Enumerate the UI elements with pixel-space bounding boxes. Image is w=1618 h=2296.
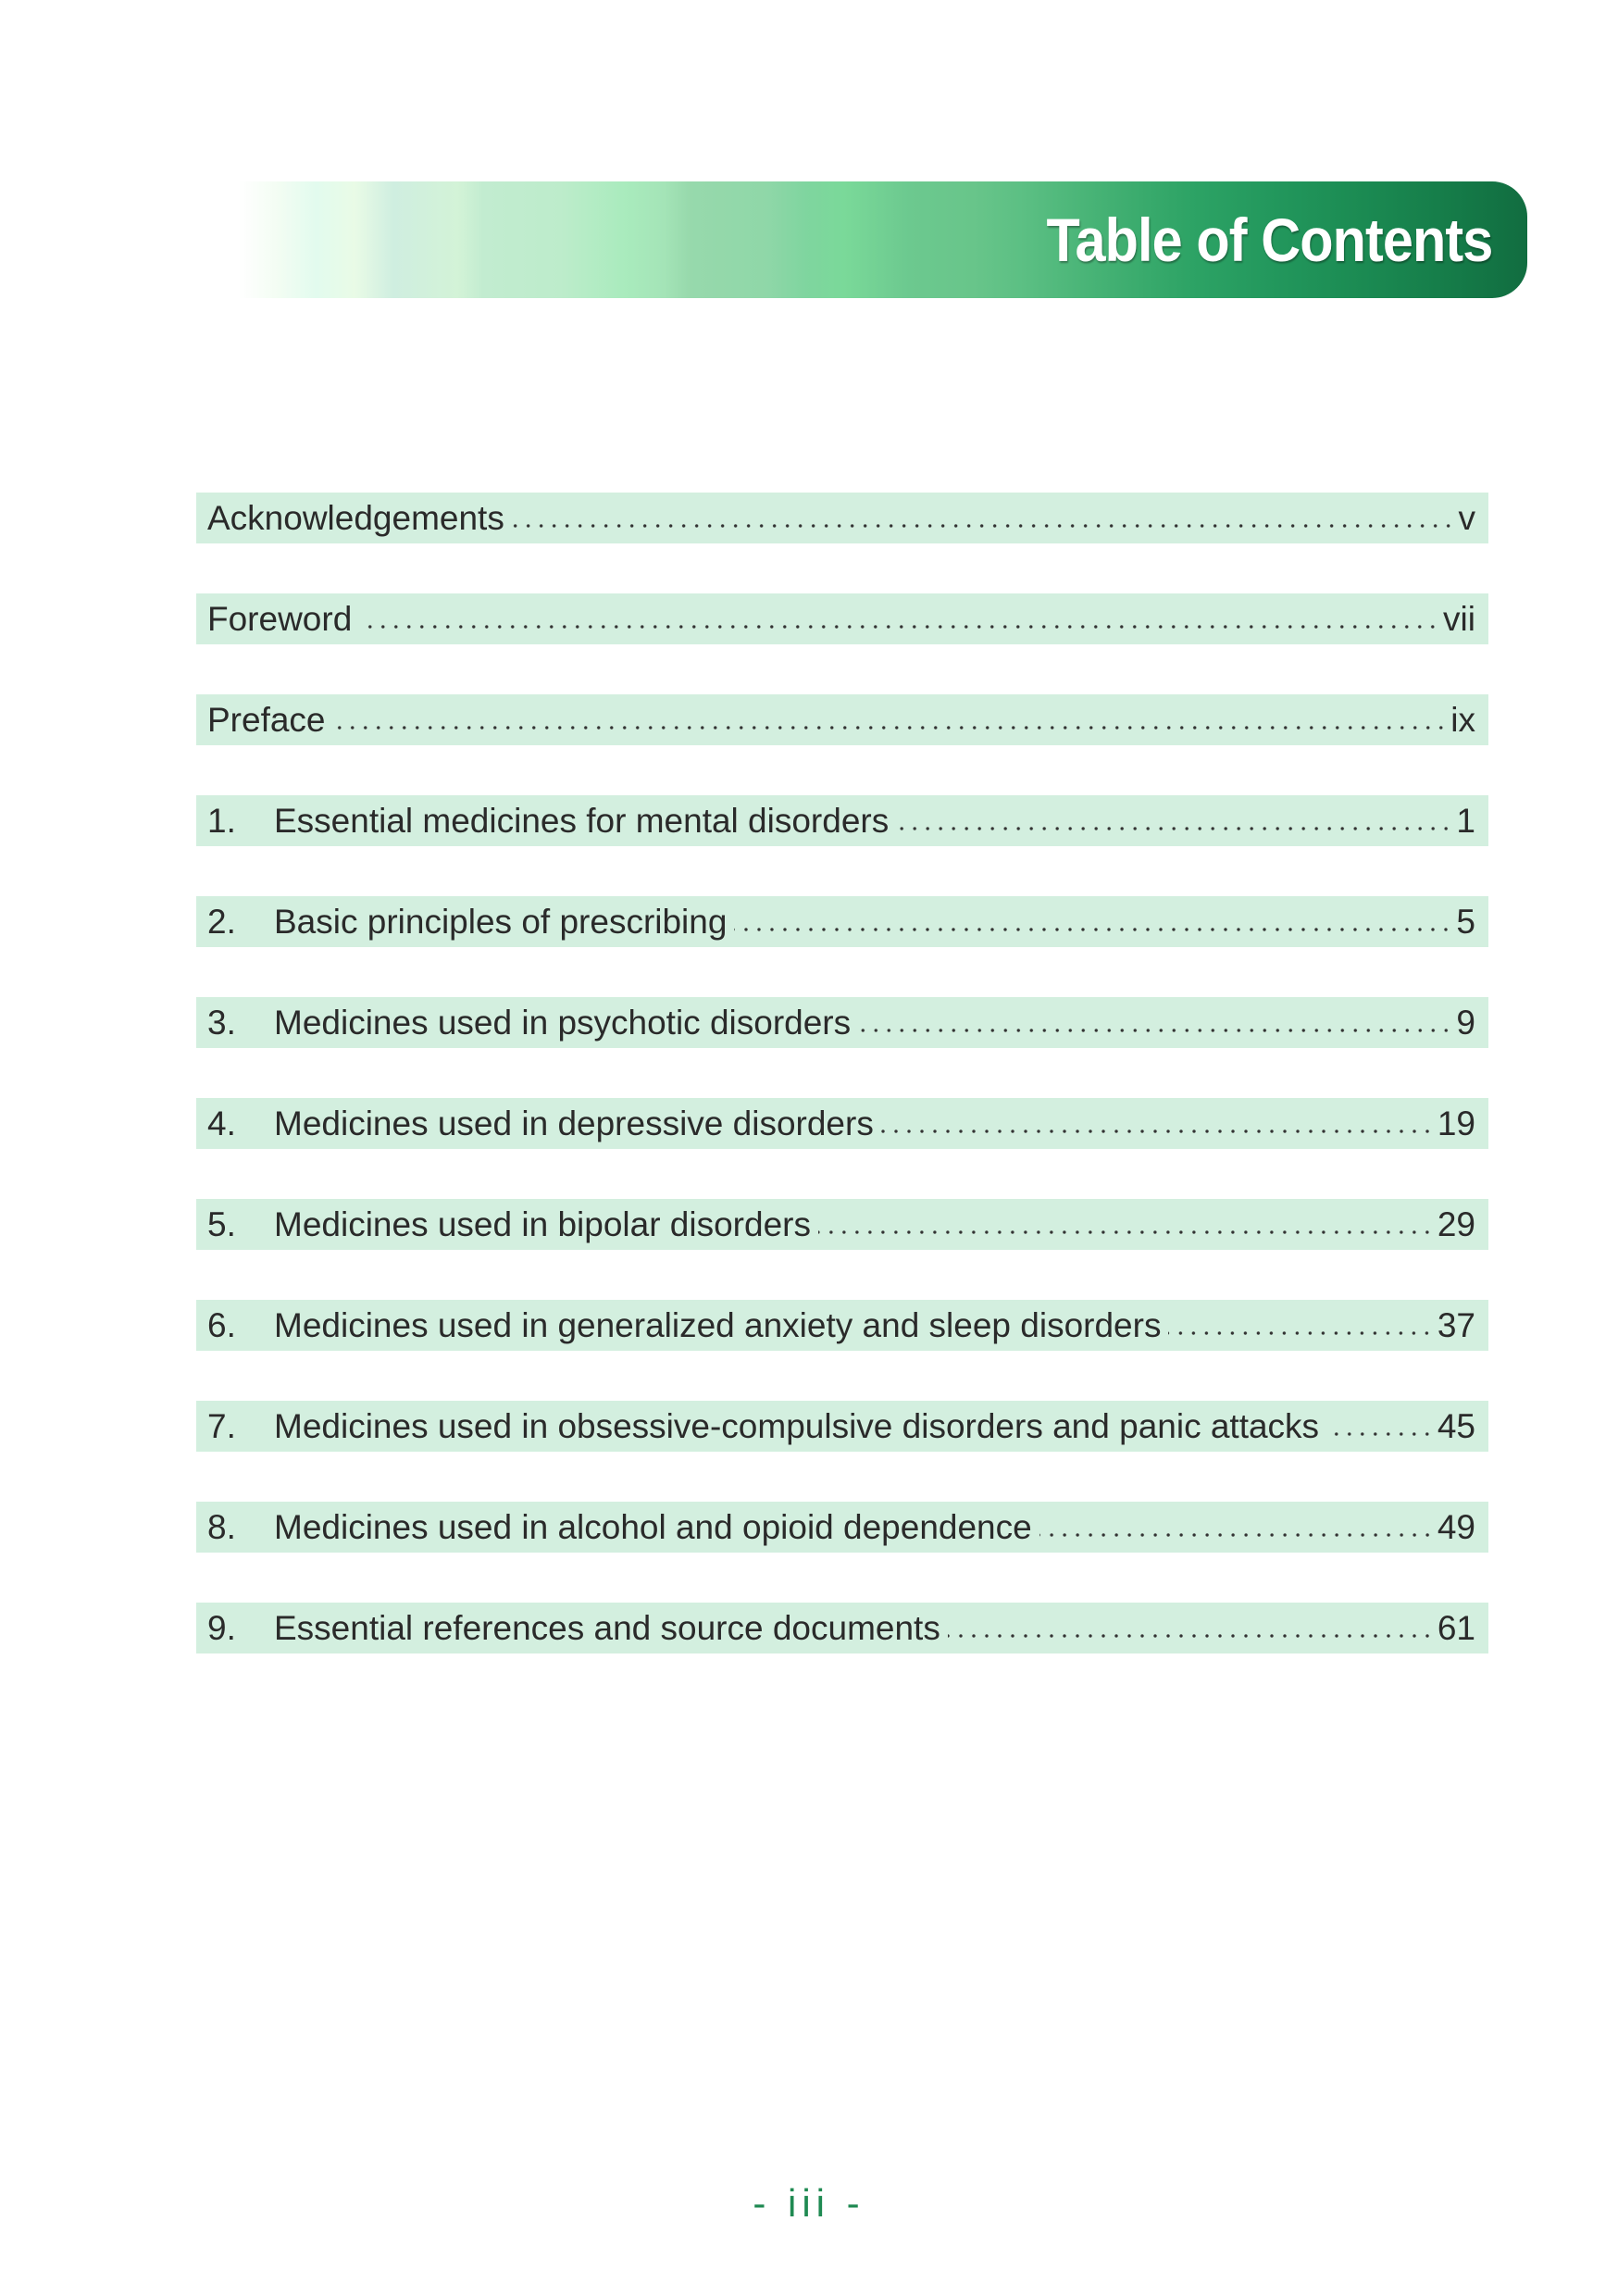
dot-leader — [508, 493, 1455, 543]
toc-entry-page: 19 — [1437, 1104, 1475, 1142]
toc-entry-number: 9. — [207, 1608, 236, 1647]
toc-entry-number: 6. — [207, 1305, 236, 1344]
toc-entry-page: 1 — [1456, 801, 1475, 840]
toc-entry-number: 7. — [207, 1406, 236, 1445]
toc-entry-title: Medicines used in depressive disorders — [274, 1104, 874, 1142]
toc-entry-chapter-6[interactable] — [196, 1300, 1488, 1351]
toc-entry-chapter-2[interactable] — [196, 896, 1488, 947]
toc-entry-page: 45 — [1437, 1406, 1475, 1445]
toc-entry-number: 4. — [207, 1104, 236, 1142]
toc-entry-title: Acknowledgements — [207, 498, 504, 537]
page-number: - iii - — [753, 2181, 865, 2225]
toc-entry-number: 8. — [207, 1507, 236, 1546]
dot-leader — [355, 593, 1439, 644]
toc-entry-chapter-7[interactable] — [196, 1401, 1488, 1452]
dot-leader — [892, 795, 1452, 846]
dot-leader — [877, 1098, 1434, 1149]
toc-entry-foreword[interactable] — [196, 593, 1488, 644]
toc-entry-title: Foreword — [207, 599, 353, 638]
toc-entry-page: 9 — [1456, 1003, 1475, 1042]
toc-entry-page: vii — [1443, 599, 1475, 638]
toc-entry-chapter-1[interactable] — [196, 795, 1488, 846]
toc-entry-number: 1. — [207, 801, 236, 840]
toc-entry-chapter-5[interactable] — [196, 1199, 1488, 1250]
table-of-contents — [196, 493, 1488, 1703]
toc-entry-chapter-3[interactable] — [196, 997, 1488, 1048]
toc-entry-title: Medicines used in psychotic disorders — [274, 1003, 852, 1042]
toc-entry-number: 2. — [207, 902, 236, 941]
toc-entry-chapter-4[interactable] — [196, 1098, 1488, 1149]
toc-entry-number: 3. — [207, 1003, 236, 1042]
toc-entry-title: Basic principles of prescribing — [274, 902, 728, 941]
dot-leader — [730, 896, 1452, 947]
toc-entry-page: 29 — [1437, 1204, 1475, 1243]
toc-entry-title: Preface — [207, 700, 326, 739]
toc-entry-page: v — [1458, 498, 1475, 537]
toc-entry-title: Medicines used in generalized anxiety and sleep disorders — [274, 1305, 1162, 1344]
dot-leader — [1164, 1300, 1433, 1351]
toc-entry-title: Medicines used in obsessive-compulsive disorders and panic attacks — [274, 1406, 1320, 1445]
dot-leader — [944, 1603, 1434, 1653]
toc-entry-chapter-8[interactable] — [196, 1502, 1488, 1553]
toc-entry-title: Essential references and source documents — [274, 1608, 940, 1647]
toc-entry-page: 49 — [1437, 1507, 1475, 1546]
title-banner — [239, 181, 1527, 298]
toc-entry-page: ix — [1450, 700, 1475, 739]
toc-entry-title: Medicines used in alcohol and opioid dependence — [274, 1507, 1032, 1546]
toc-entry-page: 61 — [1437, 1608, 1475, 1647]
toc-entry-preface[interactable] — [196, 694, 1488, 745]
dot-leader — [1036, 1502, 1434, 1553]
dot-leader — [854, 997, 1452, 1048]
toc-entry-acknowledgements[interactable] — [196, 493, 1488, 543]
dot-leader — [330, 694, 1448, 745]
page-title: Table of Contents — [1046, 206, 1492, 274]
toc-entry-chapter-9[interactable] — [196, 1603, 1488, 1653]
dot-leader — [1323, 1401, 1434, 1452]
toc-entry-title: Essential medicines for mental disorders — [274, 801, 890, 840]
toc-entry-page: 5 — [1456, 902, 1475, 941]
dot-leader — [815, 1199, 1434, 1250]
toc-entry-number: 5. — [207, 1204, 236, 1243]
toc-entry-page: 37 — [1437, 1305, 1475, 1344]
toc-entry-title: Medicines used in bipolar disorders — [274, 1204, 811, 1243]
